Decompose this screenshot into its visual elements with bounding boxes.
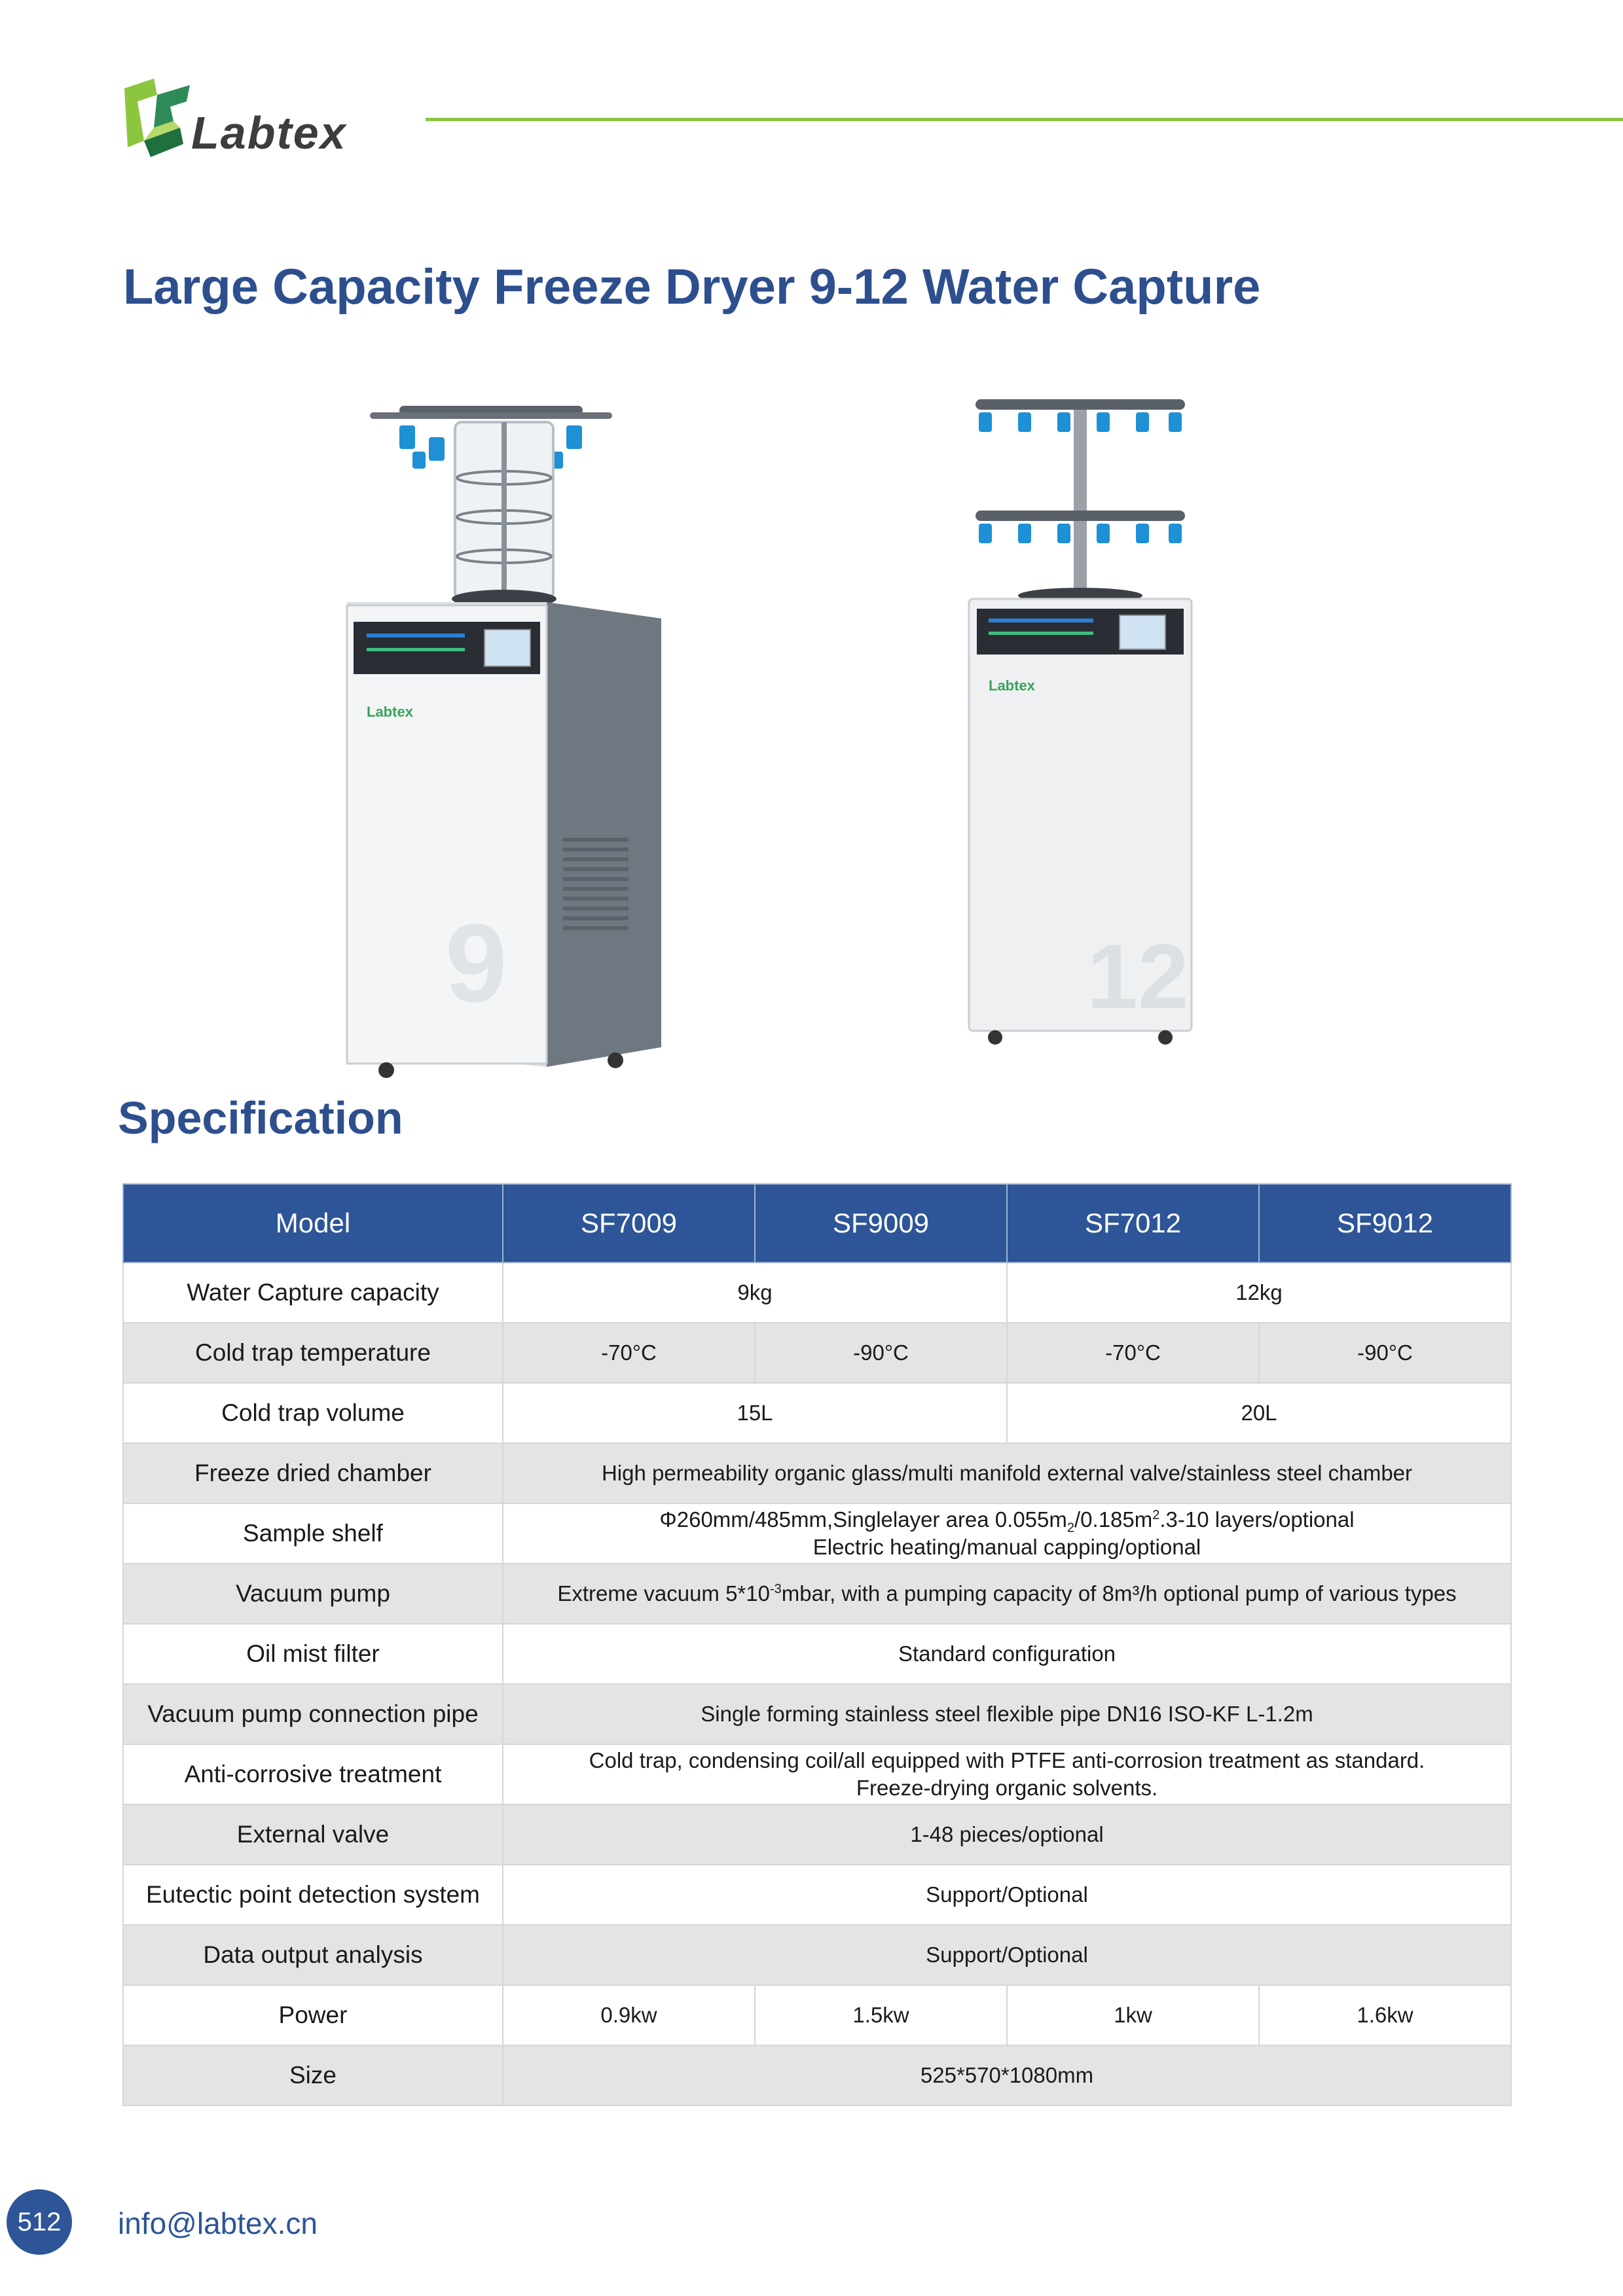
cell-value: 15L xyxy=(503,1383,1007,1443)
row-label: Vacuum pump xyxy=(123,1564,503,1624)
table-row xyxy=(123,1624,1511,1684)
page-number-badge: 512 xyxy=(7,2189,72,2255)
cell-value: Standard configuration xyxy=(503,1624,1511,1684)
specification-table xyxy=(122,1183,1512,2106)
row-label: Freeze dried chamber xyxy=(123,1443,503,1503)
cell-value: Extreme vacuum $5*10^{-3}mbar$, with a pumping capacity of 8m³/h optional pump of various types xyxy=(503,1564,1511,1624)
page-title: Large Capacity Freeze Dryer 9-12 Water Capture xyxy=(123,259,1261,315)
table-row xyxy=(123,1443,1511,1503)
contact-email-link[interactable]: info@labtex.cn xyxy=(118,2206,318,2240)
header-sf9009: SF9009 xyxy=(755,1184,1007,1263)
header-rule xyxy=(426,118,1623,121)
table-row xyxy=(123,1925,1511,1985)
row-label: Eutectic point detection system xyxy=(123,1865,503,1925)
row-label: Power xyxy=(123,1985,503,2045)
labtex-logo xyxy=(118,75,354,164)
table-row xyxy=(123,1564,1511,1624)
row-label: Anti-corrosive treatment xyxy=(123,1744,503,1804)
anti-corrosive-line-2: Freeze-drying organic solvents. xyxy=(856,1776,1158,1800)
svg-text:Labtex: Labtex xyxy=(367,704,413,720)
row-label: Water Capture capacity xyxy=(123,1263,503,1323)
body-number-9: 9 xyxy=(445,901,507,1026)
product-image-9 xyxy=(308,386,674,1093)
row-label: External valve xyxy=(123,1804,503,1865)
cell-value: 0.9kw xyxy=(503,1985,755,2045)
cell-value: 1.6kw xyxy=(1259,1985,1511,2045)
cell-value: 1-48 pieces/optional xyxy=(503,1804,1511,1865)
row-label: Sample shelf xyxy=(123,1503,503,1564)
table-row xyxy=(123,1323,1511,1383)
table-row xyxy=(123,1263,1511,1323)
cell-value: 1.5kw xyxy=(755,1985,1007,2045)
svg-text:Labtex: Labtex xyxy=(989,677,1035,694)
table-row xyxy=(123,1503,1511,1564)
sample-shelf-line-1: Φ260mm/485mm,Singlelayer area $0.055m_2/0.185m^2.3-10$ layers/optional xyxy=(659,1507,1355,1535)
header-sf9012: SF9012 xyxy=(1259,1184,1511,1263)
row-label: Data output analysis xyxy=(123,1925,503,1985)
table-row xyxy=(123,1383,1511,1443)
cell-value: -70°C xyxy=(503,1323,755,1383)
row-label: Cold trap temperature xyxy=(123,1323,503,1383)
table-row xyxy=(123,1684,1511,1744)
table-row xyxy=(123,1804,1511,1865)
sample-shelf-line-2: Electric heating/manual capping/optional xyxy=(812,1535,1201,1559)
cell-value: -90°C xyxy=(755,1323,1007,1383)
cell-value: Support/Optional xyxy=(503,1925,1511,1985)
cell-value: 20L xyxy=(1007,1383,1511,1443)
header-model: Model xyxy=(123,1184,503,1263)
product-image-12 xyxy=(962,380,1198,1060)
cell-value: Support/Optional xyxy=(503,1865,1511,1925)
cell-value: High permeability organic glass/multi manifold external valve/stainless steel chamber xyxy=(503,1443,1511,1503)
table-row xyxy=(123,2045,1511,2106)
row-label: Vacuum pump connection pipe xyxy=(123,1684,503,1744)
cell-value xyxy=(503,1503,1511,1564)
table-row xyxy=(123,1744,1511,1804)
section-title-specification: Specification xyxy=(118,1092,403,1143)
cell-value: 12kg xyxy=(1007,1263,1511,1323)
row-label: Size xyxy=(123,2045,503,2106)
header-sf7009: SF7009 xyxy=(503,1184,755,1263)
cell-value: 1kw xyxy=(1007,1985,1259,2045)
cell-value: -90°C xyxy=(1259,1323,1511,1383)
table-row xyxy=(123,1865,1511,1925)
table-header-row xyxy=(123,1184,1511,1263)
header-sf7012: SF7012 xyxy=(1007,1184,1259,1263)
cell-value: Single forming stainless steel flexible pipe DN16 ISO-KF L-1.2m xyxy=(503,1684,1511,1744)
table-row xyxy=(123,1985,1511,2045)
cell-value xyxy=(503,1744,1511,1804)
cell-value: -70°C xyxy=(1007,1323,1259,1383)
anti-corrosive-line-1: Cold trap, condensing coil/all equipped with PTFE anti-corrosion treatment as standard. xyxy=(589,1748,1425,1772)
body-number-12: 12 xyxy=(1087,925,1189,1028)
labtex-logo-icon xyxy=(118,75,196,164)
cell-value: 9kg xyxy=(503,1263,1007,1323)
logo-wordmark: Labtex xyxy=(191,107,347,158)
row-label: Cold trap volume xyxy=(123,1383,503,1443)
row-label: Oil mist filter xyxy=(123,1624,503,1684)
cell-value: 525*570*1080mm xyxy=(503,2045,1511,2106)
